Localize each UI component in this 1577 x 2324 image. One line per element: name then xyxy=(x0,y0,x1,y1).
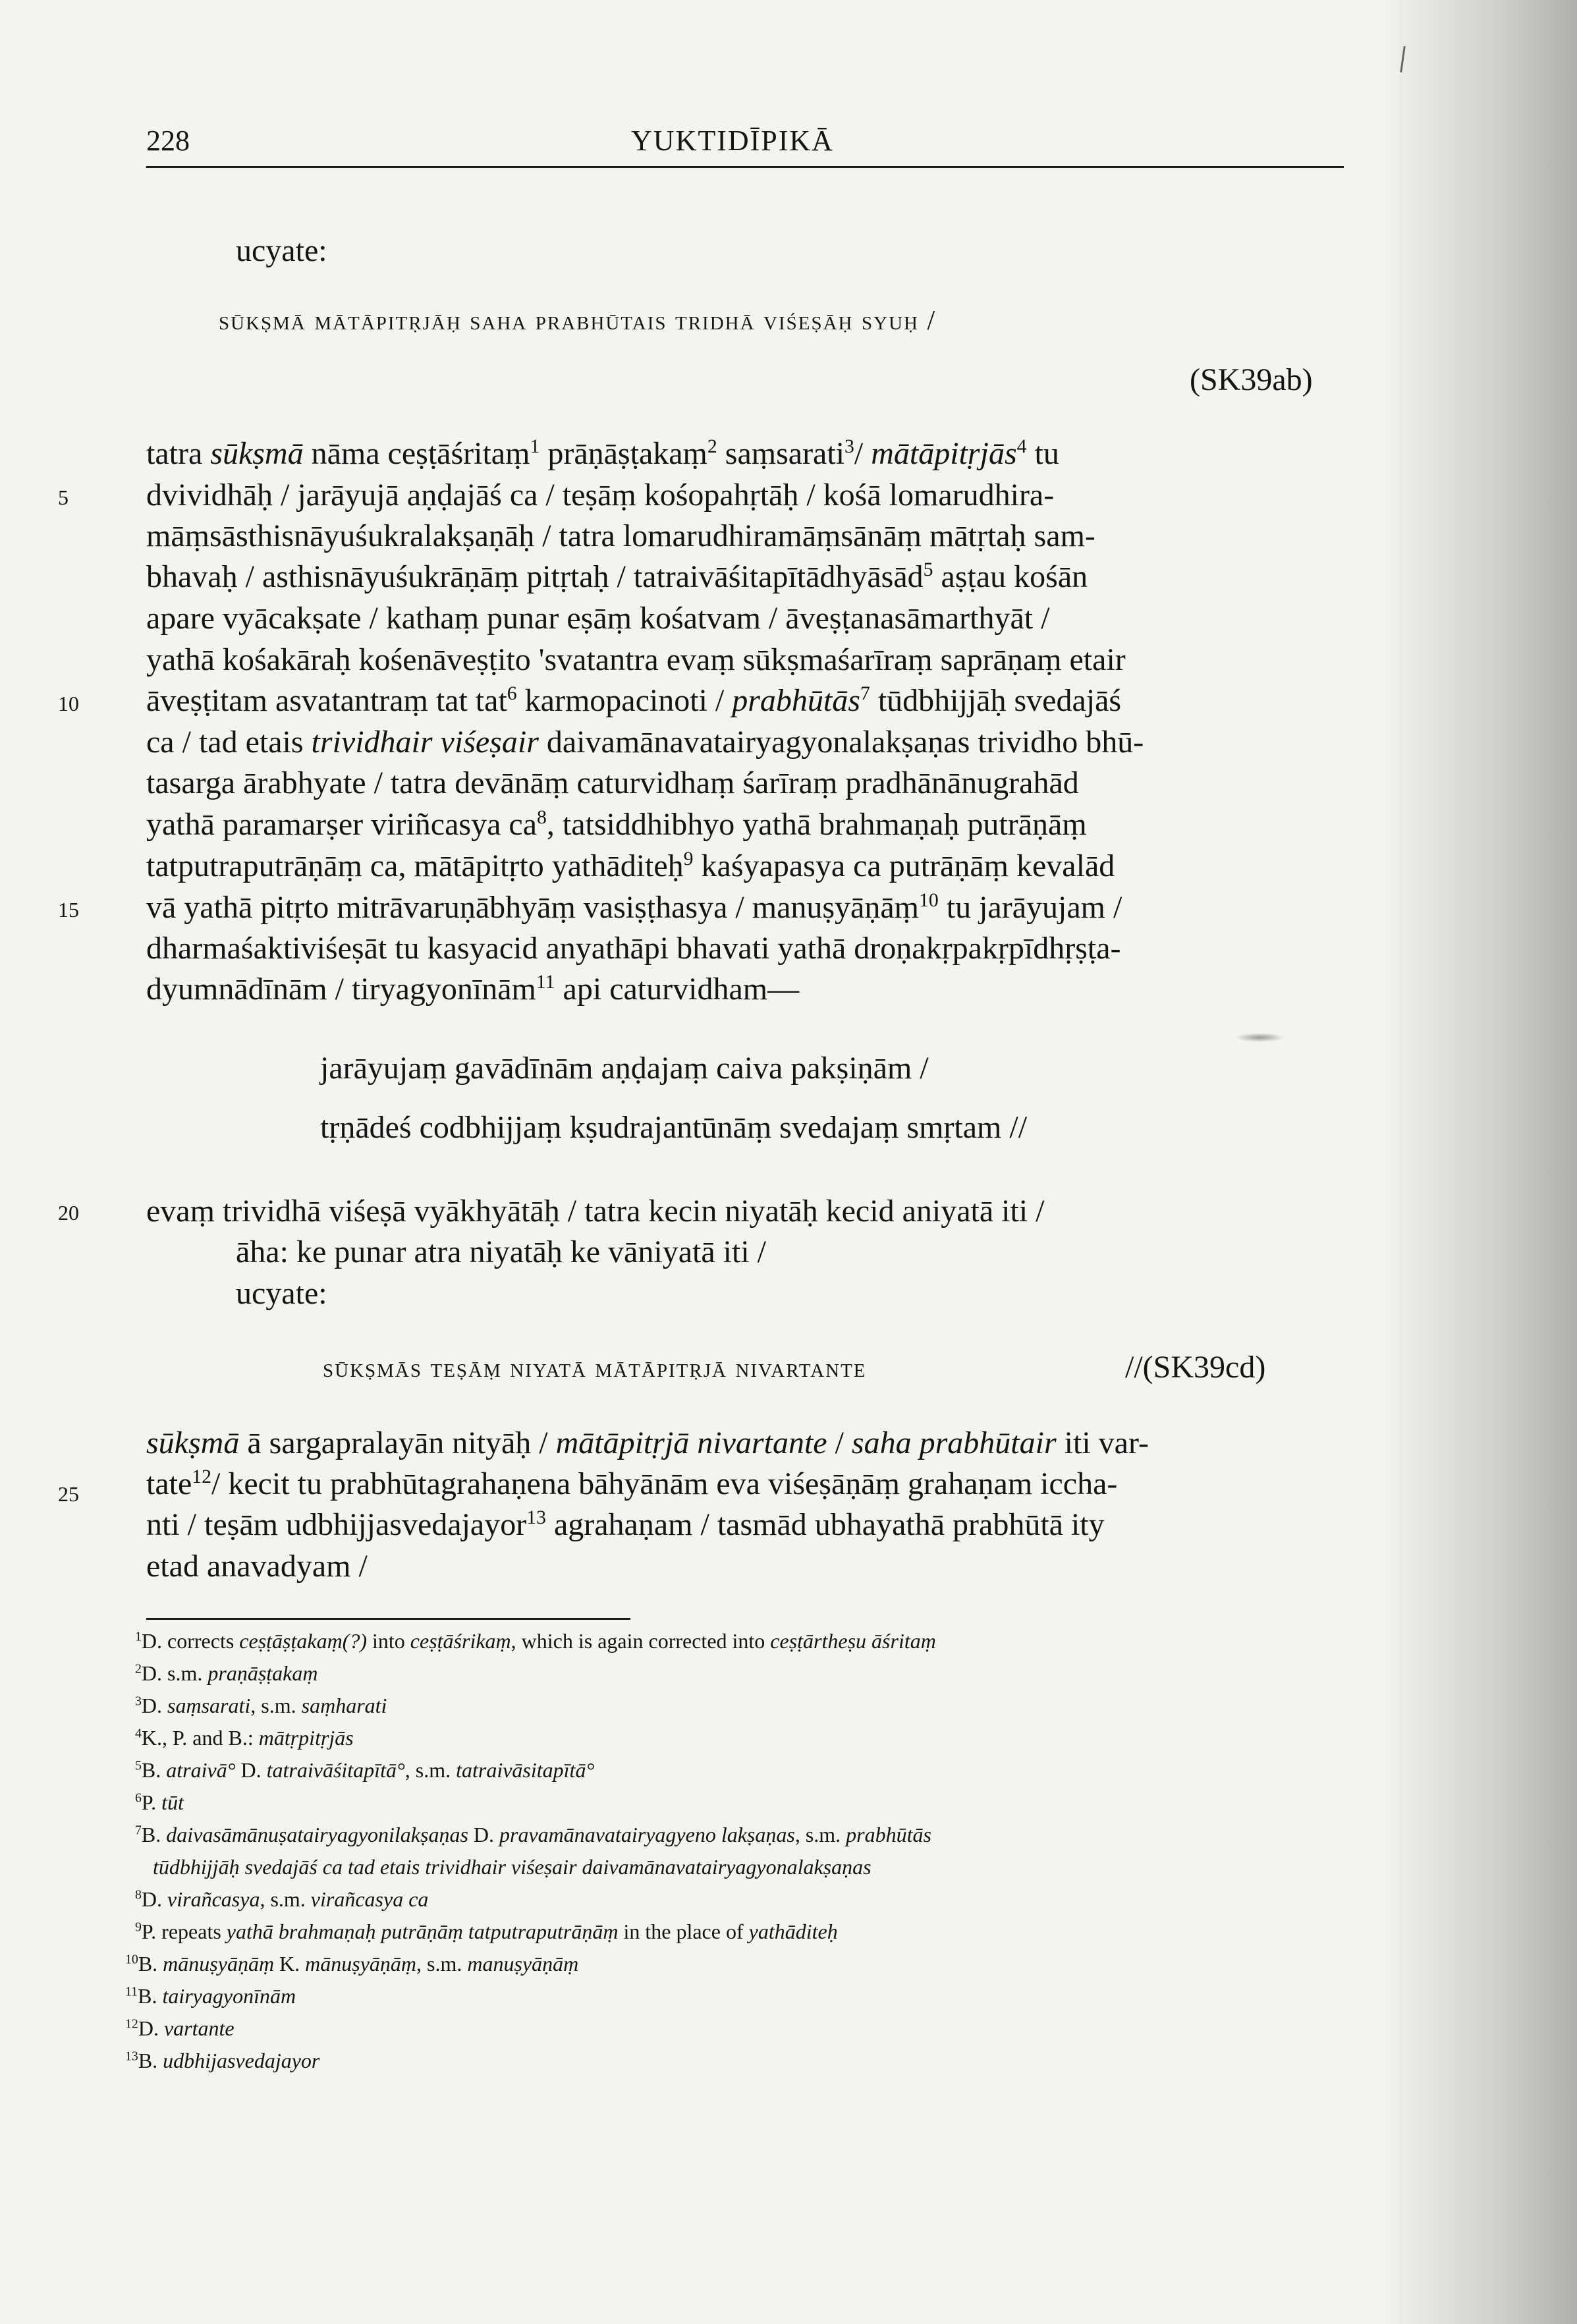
header-rule xyxy=(146,166,1344,168)
text-line: nti / teṣām udbhijjasvedajayor$^{13}$ agrahaṇam / tasmād ubhayathā prabhūtā ity xyxy=(146,1507,1105,1542)
page-number: 228 xyxy=(146,124,190,157)
footnote-ref: 5 xyxy=(923,559,933,580)
footnote-ref: 6 xyxy=(507,682,517,704)
text-line: yathā kośakāraḥ kośenāveṣṭito 'svatantra evaṃ sūkṣmaśarīraṃ saprāṇaṃ etair xyxy=(146,642,1126,677)
line-number: 10 xyxy=(58,692,79,715)
line-number: 15 xyxy=(58,898,79,922)
footnote: $^{10}$B. mānuṣyāṇāṃ K. mānuṣyāṇāṃ, s.m. manuṣyāṇāṃ xyxy=(125,1952,579,1976)
scan-edge-shadow xyxy=(1379,0,1577,2324)
text-line: apare vyācakṣate / kathaṃ punar eṣāṃ kośatvam / āveṣṭanasāmarthyāt / xyxy=(146,601,1050,636)
footnote-ref: 10 xyxy=(919,889,939,911)
ink-smear xyxy=(1235,1033,1285,1042)
footnote: $^1$D. corrects ceṣṭāṣṭakaṃ(?) into ceṣṭāśrikaṃ, which is again corrected into ceṣṭārtheṣu āśritaṃ xyxy=(135,1629,936,1653)
text-line: tatputraputrāṇāṃ ca, mātāpitṛto yathāditeḥ$^9$ kaśyapasya ca putrāṇāṃ kevalād xyxy=(146,848,1115,883)
quoted-verse-line: tṛṇādeś codbhijjaṃ kṣudrajantūnāṃ svedajaṃ smṛtam // xyxy=(320,1110,1028,1145)
footnote: $^7$B. daivasāmānuṣatairyagyonilakṣaṇas D. pravamānavatairyagyeno lakṣaṇas, s.m. prabhūtās xyxy=(135,1823,931,1846)
text-line: tasarga ārabhyate / tatra devānāṃ caturvidhaṃ śarīraṃ pradhānānugrahād xyxy=(146,765,1079,800)
footnote-ref: 12 xyxy=(192,1466,212,1487)
text-line: etad anavadyam / xyxy=(146,1549,368,1584)
footnote-ref: 4 xyxy=(1016,435,1027,457)
footnote-ref: 8 xyxy=(537,806,547,828)
text-line: tate$^{12}$/ kecit tu prabhūtagrahaṇena bāhyānām eva viśeṣāṇāṃ grahaṇam iccha- xyxy=(146,1466,1118,1501)
footnote-rule xyxy=(146,1618,630,1620)
footnote: $^5$B. atraivā° D. tatraivāśitapītā°, s.m. tatraivāsitapītā° xyxy=(135,1758,595,1782)
karika-verse: sūkṣmās teṣāṃ niyatā mātāpitṛjā nivartante xyxy=(323,1353,867,1383)
text-line: yathā paramarṣer viriñcasya $ca^8$, tatsiddhibhyo yathā brahmaṇaḥ putrāṇāṃ xyxy=(146,806,1087,842)
text-line: dvividhāḥ / jarāyujā aṇḍajāś ca / teṣāṃ kośopahṛtāḥ / kośā lomarudhira- xyxy=(146,478,1055,512)
text-line: māṃsāsthisnāyuśukralakṣaṇāḥ / tatra lomarudhiramāṃsānāṃ mātṛtaḥ sam- xyxy=(146,518,1095,553)
footnote: $^8$D. virañcasya, s.m. virañcasya ca xyxy=(135,1887,429,1911)
verse-reference: (SK39ab) xyxy=(1190,362,1313,397)
karika-verse: sūkṣmā mātāpitṛjāḥ saha prabhūtais tridhā viśeṣāḥ syuḥ / xyxy=(219,306,937,336)
text-line: āveṣṭitam asvatantraṃ tat tat$^6$ karmopacinoti / prabhūtās$^7$ tūdbhijjāḥ svedajāś xyxy=(146,682,1122,718)
footnote: $^2$D. s.m. praṇāṣṭakaṃ xyxy=(135,1661,318,1685)
text-line: bhavaḥ / asthisnāyuśukrāṇāṃ pitṛtaḥ / tatraivāśitapītādhyāsād$^5$ aṣṭau kośān xyxy=(146,559,1088,594)
footnote-ref: 11 xyxy=(536,971,555,993)
text-line: evaṃ trividhā viśeṣā vyākhyātāḥ / tatra kecin niyatāḥ kecid aniyatā iti / xyxy=(146,1194,1045,1229)
footnote-ref: 3 xyxy=(844,435,854,457)
text-line: dharmaśaktiviśeṣāt tu kasyacid anyathāpi bhavati yathā droṇakṛpakṛpīdhṛṣṭa- xyxy=(146,931,1121,966)
footnote-ref: 13 xyxy=(526,1507,546,1528)
text-line: ucyate: xyxy=(236,1276,327,1311)
quoted-verse-line: jarāyujaṃ gavādīnām aṇḍajaṃ caiva pakṣiṇām / xyxy=(320,1051,929,1086)
footnote: $^9$P. repeats yathā brahmaṇaḥ putrāṇāṃ tatputraputrāṇāṃ in the place of yathāditeḥ xyxy=(135,1920,838,1943)
footnote: $^{11}$B. tairyagyonīnām xyxy=(125,1984,296,2008)
running-title: YUKTIDĪPIKĀ xyxy=(631,124,834,157)
line-number: 5 xyxy=(58,485,69,509)
line-number: 20 xyxy=(58,1201,79,1225)
text-line: āha: ke punar atra niyatāḥ ke vāniyatā iti / xyxy=(236,1234,766,1269)
footnote: $^6$P. tūt xyxy=(135,1790,184,1814)
text-line: tatra sūkṣmā nāma ceṣṭāśritaṃ$^1$ prāṇāṣṭakaṃ$^2$ saṃsarati$^3$/ mātāpitṛjās$^4$ tu xyxy=(146,435,1059,471)
text-line: dyumnādīnām / tiryagyonīnām$^{11}$ api caturvidham— xyxy=(146,971,800,1007)
footnote-continuation: tūdbhijjāḥ svedajāś ca tad etais trividhair viśeṣair daivamānavatairyagyonalakṣaṇas xyxy=(153,1855,872,1879)
text-line: vā yathā pitṛto mitrāvaruṇābhyāṃ vasiṣṭhasya / manuṣyāṇāṃ$^{10}$ tu jarāyujam / xyxy=(146,889,1122,925)
text-line: sūkṣmā ā sargapralayān nityāḥ / mātāpitṛjā nivartante / saha prabhūtair iti var- xyxy=(146,1425,1149,1460)
footnote-ref: 7 xyxy=(860,682,870,704)
footnote: $^3$D. saṃsarati, s.m. saṃharati xyxy=(135,1694,387,1717)
footnote: $^{13}$B. udbhijasvedajayor xyxy=(125,2049,320,2072)
text-line: ca / tad etais trividhair viśeṣair daivamānavatairyagyonalakṣaṇas trividho bhū- xyxy=(146,725,1144,760)
footnote-ref: 2 xyxy=(707,435,717,457)
footnote: $^{12}$D. vartante xyxy=(125,2016,235,2040)
footnote-ref: 1 xyxy=(530,435,540,457)
footnote-ref: 9 xyxy=(683,848,694,870)
footnote: $^4$K., P. and B.: mātṛpitṛjās xyxy=(135,1726,354,1750)
verse-reference: //(SK39cd) xyxy=(1125,1350,1266,1385)
line-number: 25 xyxy=(58,1482,79,1506)
text-line: ucyate: xyxy=(236,233,327,268)
